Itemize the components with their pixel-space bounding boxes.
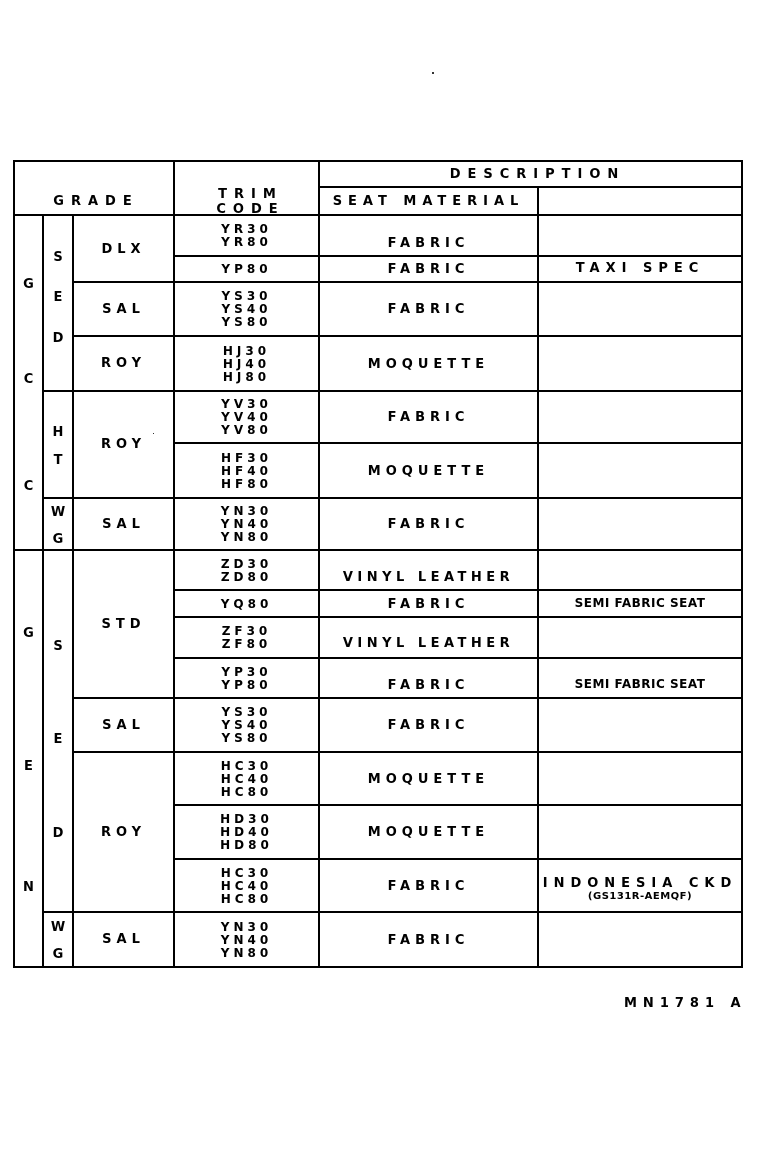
trim-code-cell: ZF30 ZF80 (221, 624, 272, 651)
remark-cell (538, 913, 742, 967)
remark-cell (538, 870, 742, 908)
body-sed-letter: D (52, 330, 64, 346)
remark-text: INDONESIA CKD (542, 876, 738, 891)
remark-subtext: (GS131R-AEMQF) (587, 891, 693, 902)
seat-material-cell: FABRIC (387, 878, 470, 894)
trim-code-cell: ZD30 ZD80 (220, 556, 273, 584)
body-wg-letter: G (52, 946, 64, 962)
body-sed-letter: E (53, 731, 63, 747)
header-seat-material: SEAT MATERIAL (332, 194, 525, 209)
trim-code-cell: YP30 YP80 (221, 664, 272, 692)
trim-code-cell: YQ80 (220, 596, 273, 611)
trim-code-cell: YP80 (221, 262, 272, 276)
seat-material-cell: FABRIC (387, 262, 470, 277)
scan-speck (432, 72, 434, 74)
header-description: DESCRIPTION (449, 167, 626, 182)
grade-sal: SAL (102, 516, 145, 532)
body-ht-letter: T (53, 452, 63, 468)
trim-code-cell: YS30 YS40 YS80 (221, 705, 272, 745)
model-gen-letter-e: E (24, 758, 33, 774)
body-ht-letter: H (52, 424, 64, 440)
body-sed-letter: S (53, 638, 63, 654)
seat-material-cell: FABRIC (387, 235, 470, 251)
model-gc-letter-c: C (23, 371, 34, 387)
remark-cell (538, 337, 742, 391)
header-trim-code: TRIM CODE (216, 186, 285, 217)
remark-cell (538, 392, 742, 443)
trim-code-cell: YN30 YN40 YN80 (220, 919, 273, 960)
trim-code-cell: HD30 HD40 HD80 (220, 812, 273, 852)
trim-code-cell: YV30 YV40 YV80 (221, 397, 272, 437)
seat-material-cell: FABRIC (387, 718, 470, 733)
grade-std: STD (101, 617, 146, 632)
seat-material-cell: FABRIC (387, 932, 470, 948)
remark-cell (538, 444, 742, 498)
seat-material-cell: VINYL LEATHER (342, 635, 515, 651)
model-gc-letter-g: G (23, 276, 34, 292)
trim-code-cell: YR30 YR80 (221, 222, 272, 249)
grade-sal: SAL (102, 301, 145, 317)
seat-material-cell: MOQUETTE (367, 825, 490, 840)
remark-cell (538, 216, 742, 256)
model-gen-letter-n: N (23, 879, 34, 895)
seat-material-cell: FABRIC (387, 596, 470, 612)
remark-cell (538, 806, 742, 859)
model-gen-letter-g: G (23, 625, 34, 641)
remark-cell (538, 499, 742, 550)
remark-cell (538, 753, 742, 805)
seat-material-cell: FABRIC (387, 302, 470, 317)
grade-dlx: DLX (101, 241, 146, 257)
grade-roy: ROY (100, 356, 146, 371)
remark-cell (538, 283, 742, 336)
remark-cell: SEMI FABRIC SEAT (574, 677, 706, 691)
remark-cell (538, 699, 742, 752)
body-sed-letter: S (53, 249, 63, 265)
figure-reference: MN1781 A (624, 996, 747, 1011)
trim-code-cell: HC30 HC40 HC80 (220, 758, 273, 799)
seat-material-cell: FABRIC (387, 517, 470, 532)
trim-code-cell: HC30 HC40 HC80 (220, 865, 273, 906)
body-wg-letter: W (50, 504, 66, 520)
body-wg-letter: W (50, 919, 66, 935)
grade-roy: ROY (100, 824, 146, 840)
body-sed-letter: E (53, 289, 63, 305)
seat-material-cell: VINYL LEATHER (342, 570, 515, 585)
seat-material-cell: MOQUETTE (367, 356, 490, 372)
remark-cell: SEMI FABRIC SEAT (574, 596, 706, 610)
remark-cell (538, 551, 742, 590)
model-gc-letter-c: C (23, 478, 34, 494)
grade-sal: SAL (102, 932, 145, 947)
seat-material-cell: FABRIC (387, 410, 470, 425)
remark-cell (538, 618, 742, 658)
body-wg-letter: G (52, 531, 64, 547)
seat-material-cell: MOQUETTE (367, 463, 490, 479)
trim-code-cell: YS30 YS40 YS80 (221, 289, 272, 329)
header-grade: GRADE (53, 194, 139, 209)
trim-code-cell: HF30 HF40 HF80 (221, 450, 272, 491)
body-sed-letter: D (52, 825, 64, 841)
remark-cell: TAXI SPEC (575, 260, 705, 276)
seat-material-cell: MOQUETTE (367, 771, 490, 787)
seat-material-cell: FABRIC (387, 677, 470, 693)
grade-roy: ROY (100, 437, 146, 452)
grade-sal: SAL (102, 717, 145, 733)
trim-code-cell: HJ30 HJ40 HJ80 (222, 343, 271, 384)
trim-code-cell: YN30 YN40 YN80 (220, 504, 273, 544)
